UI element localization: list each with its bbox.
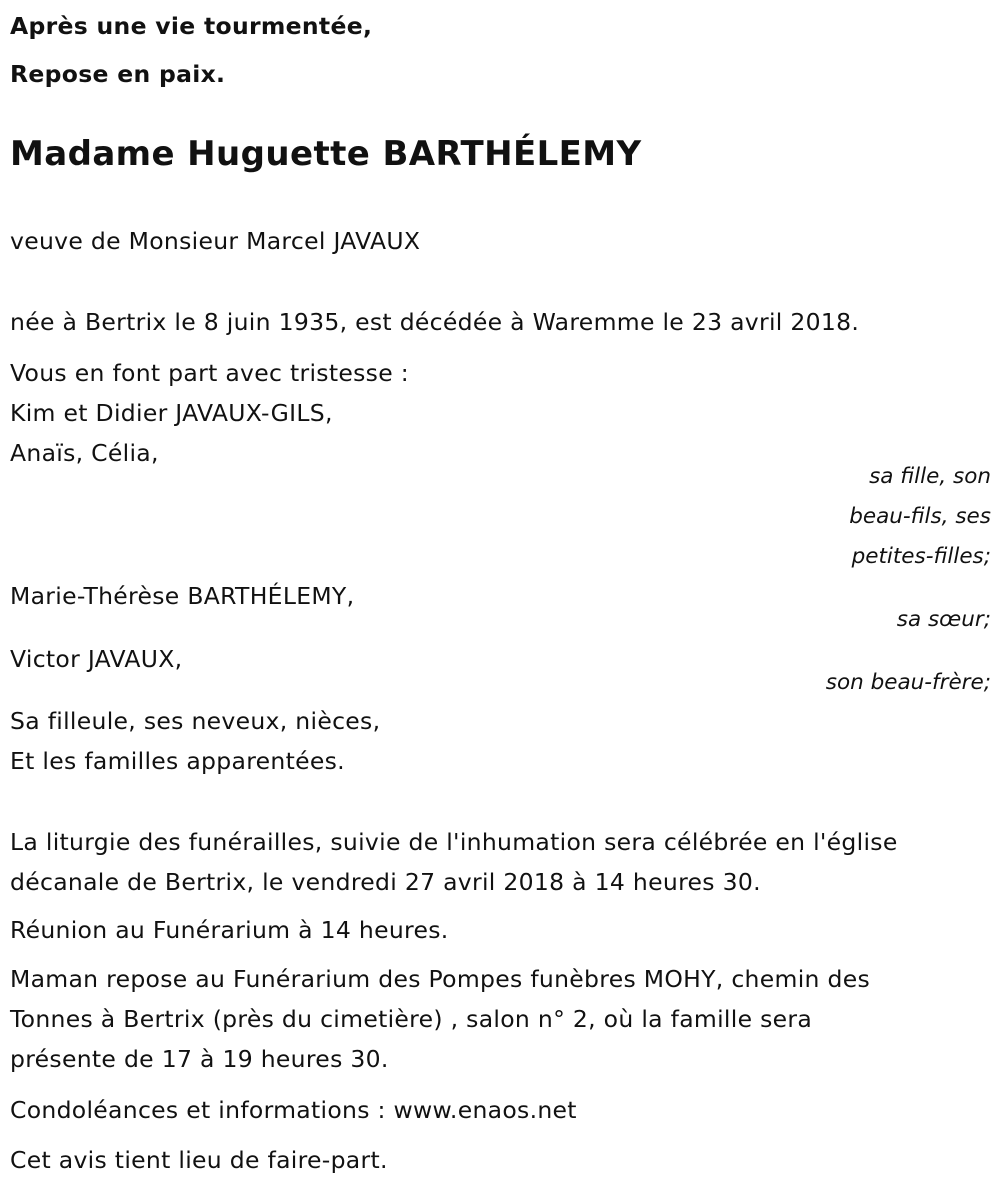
spouse-line: veuve de Monsieur Marcel JAVAUX — [10, 227, 421, 255]
family-member: Kim et Didier JAVAUX-GILS, — [10, 399, 333, 427]
ceremony-line: décanale de Bertrix, le vendredi 27 avril 2018 à 14 heures 30. — [10, 868, 761, 896]
family-member: Et les familles apparentées. — [10, 747, 345, 775]
relation-label: sa fille, son — [869, 464, 991, 489]
family-member: Marie-Thérèse BARTHÉLEMY, — [10, 582, 355, 610]
announcement-line: Vous en font part avec tristesse : — [10, 359, 409, 387]
rest-line: Tonnes à Bertrix (près du cimetière) , salon n° 2, où la famille sera — [10, 1005, 813, 1033]
ceremony-line: La liturgie des funérailles, suivie de l'inhumation sera célébrée en l'église — [10, 828, 898, 856]
rest-line: présente de 17 à 19 heures 30. — [10, 1045, 389, 1073]
condolences-line: Condoléances et informations : www.enaos.net — [10, 1096, 577, 1124]
relation-label: beau-fils, ses — [849, 504, 991, 529]
epigraph-line-1: Après une vie tourmentée, — [10, 12, 373, 40]
family-member: Sa filleule, ses neveux, nièces, — [10, 707, 381, 735]
relation-label: son beau-frère; — [825, 670, 991, 695]
epigraph-line-2: Repose en paix. — [10, 60, 226, 88]
birth-death-line: née à Bertrix le 8 juin 1935, est décédée à Waremme le 23 avril 2018. — [10, 308, 860, 336]
family-member: Victor JAVAUX, — [10, 645, 183, 673]
meeting-line: Réunion au Funérarium à 14 heures. — [10, 916, 449, 944]
deceased-name: Madame Huguette BARTHÉLEMY — [10, 134, 642, 174]
rest-line: Maman repose au Funérarium des Pompes funèbres MOHY, chemin des — [10, 965, 870, 993]
closing-line: Cet avis tient lieu de faire-part. — [10, 1146, 388, 1174]
relation-label: petites-filles; — [851, 544, 991, 569]
relation-label: sa sœur; — [896, 607, 991, 632]
family-member: Anaïs, Célia, — [10, 439, 159, 467]
